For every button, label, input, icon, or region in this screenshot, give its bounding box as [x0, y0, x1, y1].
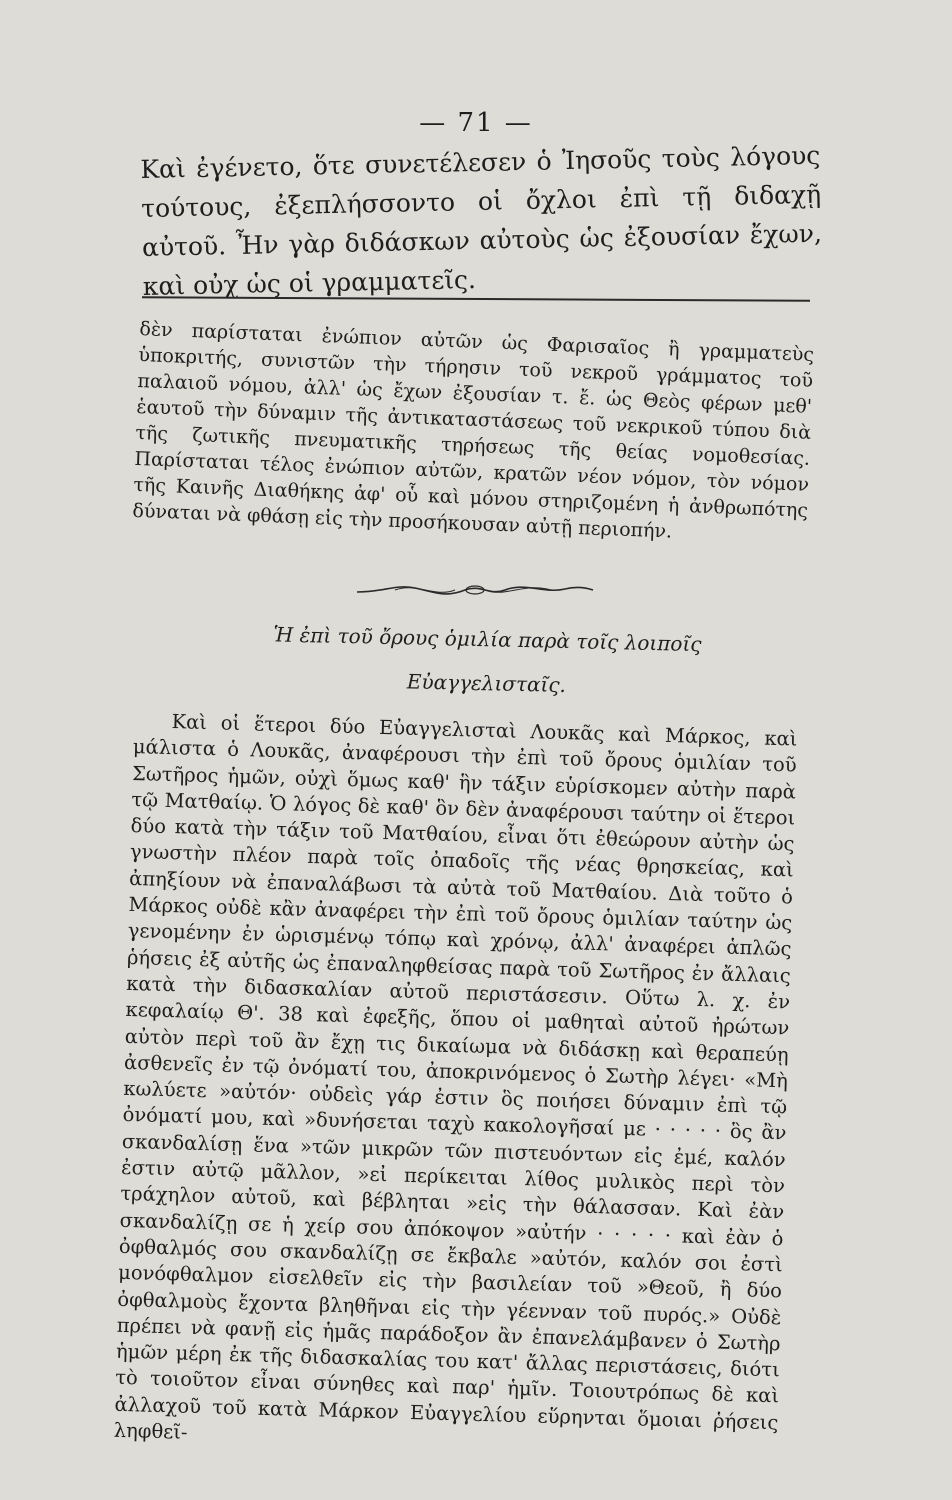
ornament-divider: [355, 578, 595, 602]
commentary-note: δὲν παρίσταται ἐνώπιον αὐτῶν ὡς Φαρισαῖος ἢ γραμματεὺς ὑποκριτής, συνιστῶν τὴν τήρησιν τοῦ νεκροῦ γράμματος τοῦ παλαιοῦ νόμου, ἀλλ' ὡς ἔχων ἐξουσίαν τ. ἔ. ὡς Θεὸς φέρων μεθ' ἑαυτοῦ τὴν δύναμιν τῆς ἀντικαταστάσεως τοῦ νεκρικοῦ τύπου διὰ τῆς ζωτικῆς πνευματικῆς τηρήσεως τῆς θείας νομοθεσίας. Παρίσταται τέλος ἐνώπιον αὐτῶν, κρατῶν νέον νόμον, τὸν νόμον τῆς Καινῆς Διαθήκης ἀφ' οὗ καὶ μόνου στηριζομένη ἡ ἀνθρωπότης δύναται νὰ φθάσῃ εἰς τὴν προσήκουσαν αὐτῇ περιοπήν.: [132, 317, 815, 543]
page-number: — 71 —: [419, 108, 533, 138]
section-title-line-2: Εὐαγγελισταῖς.: [406, 669, 567, 698]
section-title: [256, 612, 718, 710]
section-title-line-1: Ἡ ἐπὶ τοῦ ὄρους ὁμιλία παρὰ τοῖς λοιποῖς: [273, 622, 702, 657]
body-paragraph: Καὶ οἱ ἕτεροι δύο Εὐαγγελισταὶ Λουκᾶς καὶ Μάρκος, καὶ μάλιστα ὁ Λουκᾶς, ἀναφέρουσι τὴν ἐπὶ τοῦ ὄρους ὁμιλίαν τοῦ Σωτῆρος ἡμῶν, οὐχὶ ὅμως καθ' ἣν τάξιν εὑρίσκομεν αὐτὴν παρὰ τῷ Ματθαίῳ. Ὁ λόγος δὲ καθ' ὃν δὲν ἀναφέρουσι ταύτην οἱ ἕτεροι δύο κατὰ τὴν τάξιν τοῦ Ματθαίου, εἶναι ὅτι ἐθεώρουν αὐτὴν ὡς γνωστὴν πλέον παρὰ τοῖς ὀπαδοῖς τῆς νέας θρησκείας, καὶ ἀπηξίουν νὰ ἐπαναλάβωσι τὰ αὐτὰ τοῦ Ματθαίου. Διὰ τοῦτο ὁ Μάρκος οὐδὲ κἂν ἀναφέρει τὴν ἐπὶ τοῦ ὄρους ὁμιλίαν ταύτην ὡς γενομένην ἐν ὡρισμένῳ τόπῳ καὶ χρόνῳ, ἀλλ' ἀναφέρει ἁπλῶς ῥήσεις ἐξ αὐτῆς ὡς ἐπαναληφθείσας παρὰ τοῦ Σωτῆρος ἐν ἄλλαις κατὰ τὴν διδασκαλίαν αὐτοῦ περιστάσεσιν. Οὕτω λ. χ. ἐν κεφαλαίῳ Θ'. 38 καὶ ἐφεξῆς, ὅπου οἱ μαθηταὶ αὐτοῦ ἠρώτων αὐτὸν περὶ τοῦ ἂν ἔχῃ τις δικαίωμα νὰ διδάσκῃ καὶ θεραπεύῃ ἀσθενεῖς ἐν τῷ ὀνόματί του, ἀποκρινόμενος ὁ Σωτὴρ λέγει· «Μὴ κωλύετε »αὐτόν· οὐδεὶς γάρ ἐστιν ὃς ποιήσει δύναμιν ἐπὶ τῷ ὀνόματί μου, καὶ »δυνήσεται ταχὺ κακολογῆσαί με · · · · · ὃς ἂν σκανδαλίσῃ ἕνα »τῶν μικρῶν τῶν πιστευόντων εἰς ἐμέ, καλόν ἐστιν αὐτῷ μᾶλλον, »εἰ περίκειται λίθος μυλικὸς περὶ τὸν τράχηλον αὐτοῦ, καὶ βέβληται »εἰς τὴν θάλασσαν. Καὶ ἐὰν σκανδαλίζῃ σε ἡ χείρ σου ἀπόκοψον »αὐτήν · · · · · καὶ ἐὰν ὁ ὀφθαλμός σου σκανδαλίζῃ σε ἔκβαλε »αὐτόν, καλόν σοι ἐστὶ μονόφθαλμον εἰσελθεῖν εἰς τὴν βασιλείαν τοῦ »Θεοῦ, ἢ δύο ὀφθαλμοὺς ἔχοντα βληθῆναι εἰς τὴν γέενναν τοῦ πυρός.» Οὐδὲ πρέπει νὰ φανῇ εἰς ἡμᾶς παράδοξον ἂν ἐπανελάμβανεν ὁ Σωτὴρ ἡμῶν μέρη ἐκ τῆς διδασκαλίας του κατ' ἄλλας περιστάσεις, διότι τὸ τοιοῦτον εἶναι σύνηθες καὶ παρ' ἡμῖν. Τοιουτρόπως δὲ καὶ ἀλλαχοῦ τοῦ κατὰ Μάρκον Εὐαγγελίου εὕρηνται ὅμοιαι ῥήσεις ληφθεῖ-: [113, 710, 798, 1444]
verse-paragraph: Καὶ ἐγένετο, ὅτε συνετέλεσεν ὁ Ἰησοῦς τοὺς λόγους τούτους, ἐξεπλήσσοντο οἱ ὄχλοι ἐπὶ τῇ διδαχῇ αὐτοῦ. Ἦν γὰρ διδάσκων αὐτοὺς ὡς ἐξουσίαν ἔχων, καὶ οὐχ ὡς οἱ γραμματεῖς.: [140, 140, 823, 301]
